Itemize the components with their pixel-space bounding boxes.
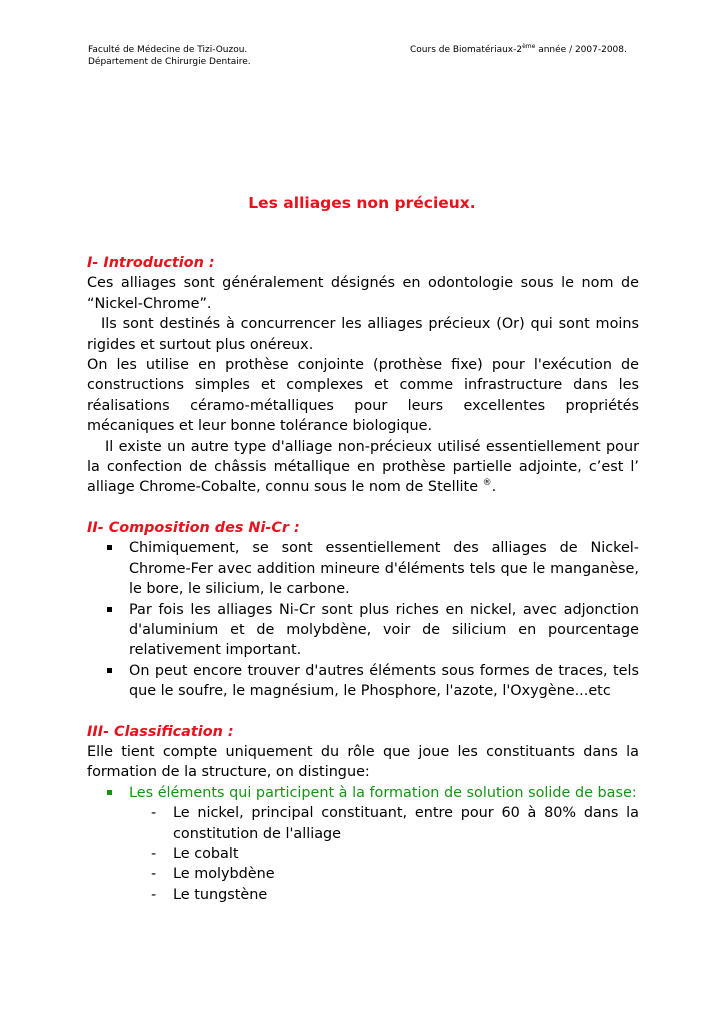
intro-paragraph-3: On les utilise en prothèse conjointe (prothèse fixe) pour l'exécution de constructions simples et complexes et comme infrastructure dans les réalisations céramo-métalliques pour leurs excellentes propriétés mécaniques et leur bonne tolérance biologique. bbox=[87, 357, 639, 435]
list-item bbox=[87, 844, 639, 864]
list-item-text: On peut encore trouver d'autres éléments sous formes de traces, tels que le soufre, le magnésium, le Phosphore, l'azote, l'Oxygène...etc bbox=[129, 662, 639, 700]
list-item-text: Le molybdène bbox=[173, 866, 275, 883]
list-item bbox=[87, 864, 639, 884]
list-item-text: Par fois les alliages Ni-Cr sont plus riches en nickel, avec adjonction d'aluminium et de molybdène, voir de silicium en pourcentage relativement important. bbox=[129, 601, 639, 659]
course-prefix: Cours de Biomatériaux-2 bbox=[410, 45, 523, 55]
dash-bullet: - bbox=[151, 886, 157, 903]
list-item-text: Le tungstène bbox=[173, 886, 268, 903]
square-bullet-icon bbox=[107, 607, 112, 612]
square-bullet-icon bbox=[107, 790, 112, 795]
dash-bullet: - bbox=[151, 845, 157, 862]
list-item bbox=[87, 803, 639, 844]
list-item-text: Le cobalt bbox=[173, 845, 239, 862]
classification-list bbox=[87, 783, 639, 803]
list-item bbox=[87, 783, 639, 803]
list-item bbox=[87, 661, 639, 702]
list-item-text: Les éléments qui participent à la formation de solution solide de base: bbox=[129, 784, 637, 801]
intro-paragraph-4 bbox=[87, 437, 639, 498]
faculty-name: Faculté de Médecine de Tizi-Ouzou. bbox=[88, 45, 248, 55]
list-item bbox=[87, 600, 639, 661]
classification-paragraph: Elle tient compte uniquement du rôle que joue les constituants dans la formation de la structure, on distingue: bbox=[87, 743, 639, 781]
list-item-text: Le nickel, principal constituant, entre pour 60 à 80% dans la constitution de l'alliage bbox=[173, 805, 639, 842]
list-item bbox=[87, 538, 639, 599]
composition-list bbox=[87, 538, 639, 701]
document-title: Les alliages non précieux. bbox=[248, 194, 476, 212]
registered-mark: ® bbox=[482, 478, 492, 489]
intro-paragraph-4-text: Il existe un autre type d'alliage non-précieux utilisé essentiellement pour la confection de châssis métallique en prothèse partielle adjointe, c’est l’ alliage Chrome-Cobalte, connu sous le nom de Stellite bbox=[87, 438, 639, 496]
solid-solution-elements-list bbox=[87, 803, 639, 905]
list-item bbox=[87, 885, 639, 905]
section-heading-composition: II- Composition des Ni-Cr : bbox=[87, 519, 300, 536]
intro-paragraph-4-end: . bbox=[491, 479, 497, 496]
square-bullet-icon bbox=[107, 545, 112, 550]
intro-paragraph-1: Ces alliages sont généralement désignés en odontologie sous le nom de “Nickel-Chrome”. bbox=[87, 275, 639, 312]
page-header-left bbox=[88, 44, 251, 68]
document-body bbox=[87, 253, 639, 905]
dash-bullet: - bbox=[151, 866, 157, 883]
course-suffix: année / 2007-2008. bbox=[535, 45, 627, 55]
section-heading-classification: III- Classification : bbox=[87, 723, 234, 740]
course-sup: ème bbox=[522, 43, 536, 50]
page-header-right bbox=[410, 44, 627, 56]
department-name: Département de Chirurgie Dentaire. bbox=[88, 57, 251, 67]
list-item-text: Chimiquement, se sont essentiellement des alliages de Nickel-Chrome-Fer avec addition mineure d'éléments tels que le manganèse, le bore, le silicium, le carbone. bbox=[129, 540, 639, 598]
dash-bullet: - bbox=[151, 805, 157, 822]
square-bullet-icon bbox=[107, 668, 112, 673]
section-heading-introduction: I- Introduction : bbox=[87, 255, 215, 271]
intro-paragraph-2: Ils sont destinés à concurrencer les alliages précieux (Or) qui sont moins rigides et surtout plus onéreux. bbox=[87, 316, 639, 353]
